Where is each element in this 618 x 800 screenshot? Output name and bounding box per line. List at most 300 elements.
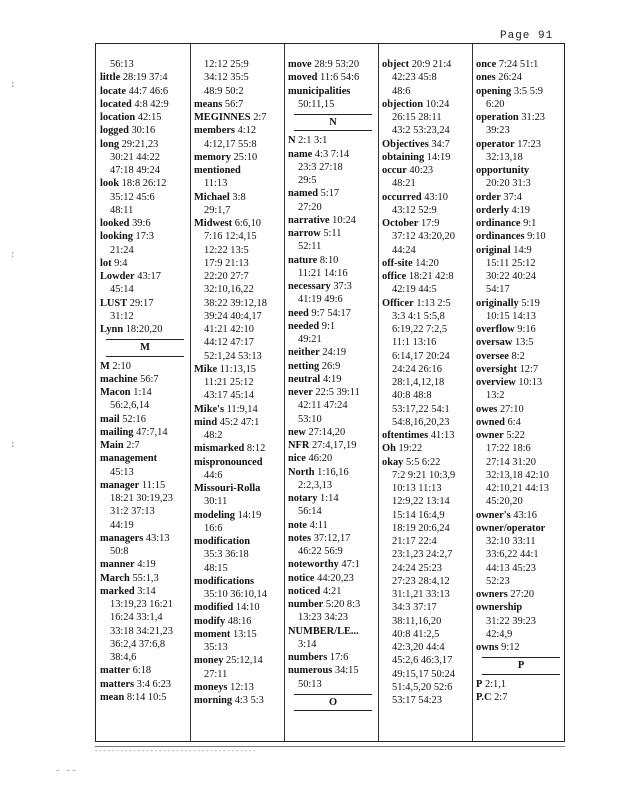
index-term: lot — [100, 257, 112, 269]
index-continuation-line — [100, 505, 190, 518]
page-line-references: 18:19 20:6,24 — [392, 522, 450, 534]
index-term: Mike's — [194, 403, 225, 415]
index-entry — [476, 71, 566, 84]
page-line-references: 14:20 — [415, 257, 439, 269]
index-term: notes — [288, 532, 312, 544]
index-entry — [476, 509, 566, 522]
index-entry — [476, 522, 566, 535]
index-term: NFR — [288, 440, 310, 451]
index-entry — [288, 346, 378, 359]
page-line-references: 38:22 39:12,18 — [204, 297, 267, 309]
index-entry — [100, 585, 190, 598]
index-continuation-line — [382, 389, 472, 402]
index-term: opportunity — [476, 165, 530, 176]
index-continuation-line — [382, 283, 472, 296]
index-term: modification — [194, 536, 250, 547]
index-continuation-line — [476, 615, 566, 628]
index-entry — [288, 134, 378, 147]
page-line-references: 17:22 18:6 — [486, 443, 531, 455]
page-line-references: 13:2 — [486, 390, 505, 402]
page-line-references: 11:21 14:16 — [298, 267, 348, 279]
index-term: new — [288, 426, 306, 438]
index-entry — [288, 625, 378, 638]
index-entry — [194, 403, 284, 416]
index-continuation-line — [382, 694, 472, 707]
index-continuation-line — [382, 575, 472, 588]
index-entry — [288, 439, 378, 452]
index-term: operation — [476, 112, 519, 123]
index-entry — [476, 164, 566, 177]
index-continuation-line — [194, 257, 284, 270]
page-line-references: 47:1 — [341, 559, 360, 571]
index-continuation-line — [382, 482, 472, 495]
page-line-references: 32:10 33:11 — [486, 536, 536, 547]
page-line-references: 15:14 16:4,9 — [392, 509, 445, 521]
index-entry — [288, 187, 378, 200]
index-term: original — [476, 244, 511, 256]
index-entry — [194, 535, 284, 548]
page-line-references: 11:6 54:6 — [320, 72, 360, 84]
page-line-references: 38:4,6 — [110, 652, 137, 663]
page-line-references: 39:24 40:4,17 — [204, 310, 262, 322]
index-term: neutral — [288, 373, 321, 385]
page-line-references: 44:24 — [392, 244, 416, 256]
index-continuation-line — [194, 336, 284, 349]
index-term: Lynn — [100, 324, 124, 335]
index-term: members — [194, 125, 235, 137]
index-term: P.C — [476, 691, 492, 703]
index-entry — [476, 323, 566, 336]
page-line-references: 29:5 — [298, 175, 317, 186]
page-line-references: 6:6,10 — [234, 218, 261, 229]
index-term: named — [288, 188, 319, 200]
page-line-references: 52:23 — [486, 575, 510, 587]
page-line-references: 8:12 — [246, 443, 266, 455]
page-line-references: 45:20,20 — [486, 496, 523, 508]
page-line-references: 48:16 — [227, 615, 252, 627]
index-continuation-line — [382, 177, 472, 190]
page-line-references: 42:4,9 — [486, 628, 513, 640]
page-line-references: 9:4 — [114, 257, 128, 269]
page-line-references: 37:4 — [503, 191, 522, 203]
index-continuation-line — [382, 124, 472, 137]
index-entry — [194, 442, 284, 455]
index-continuation-line — [382, 628, 472, 641]
index-term: originally — [476, 297, 519, 309]
index-continuation-line — [382, 668, 472, 681]
page-line-references: 50:11,15 — [298, 98, 335, 110]
index-term: locate — [100, 85, 126, 97]
index-term: mean — [100, 691, 125, 703]
index-entry — [194, 482, 284, 495]
page-line-references: 27:10 — [499, 403, 524, 415]
page-line-references: 10:13 — [518, 377, 543, 388]
index-continuation-line — [194, 310, 284, 323]
page-line-references: 10:24 — [425, 98, 450, 110]
index-entry — [382, 164, 472, 177]
index-entry — [288, 58, 378, 71]
index-term: manager — [100, 479, 140, 491]
page-line-references: 14:9 — [513, 244, 532, 256]
index-entry — [100, 111, 190, 124]
index-entry — [288, 85, 378, 98]
index-entry — [100, 124, 190, 137]
index-term: operator — [476, 138, 515, 150]
page-line-references: 31:2 37:13 — [110, 506, 155, 518]
page-line-references: 12:13 — [230, 681, 254, 693]
index-entry — [194, 456, 284, 469]
page-line-references: 3:14 — [137, 585, 156, 597]
page-line-references: 25:12,14 — [226, 655, 263, 667]
page-line-references: 41:13 — [430, 430, 455, 441]
index-term: LUST — [100, 297, 128, 309]
index-continuation-line — [288, 545, 378, 558]
index-term: ones — [476, 72, 496, 84]
index-term: never — [288, 387, 313, 398]
index-entry — [476, 601, 566, 614]
index-term: overflow — [476, 324, 515, 335]
index-entry — [100, 98, 190, 111]
page-line-references: 43:17 — [137, 271, 161, 282]
index-term: opening — [476, 85, 512, 97]
index-entry — [382, 297, 472, 310]
footer-text: - - - - - - - - - - - - - - - - - - - - - - - - - - - - - - - - - - - - - - — [95, 748, 256, 755]
index-entry — [100, 664, 190, 677]
index-entry — [288, 558, 378, 571]
index-term: Mike — [194, 363, 218, 375]
index-term: owner — [476, 430, 504, 441]
index-continuation-line — [100, 519, 190, 532]
index-term: located — [100, 98, 132, 110]
index-continuation-line — [194, 283, 284, 296]
page-line-references: 53:17 54:23 — [392, 695, 442, 706]
index-term: narrow — [288, 228, 321, 239]
page-line-references: 28:1,4,12,18 — [392, 377, 445, 388]
index-column-2 — [190, 44, 284, 741]
index-term: Objectives — [382, 138, 429, 150]
index-continuation-line — [382, 376, 472, 389]
section-letter-heading: N — [294, 114, 372, 131]
index-term: matter — [100, 665, 130, 677]
index-term: MEGINNES — [194, 112, 251, 123]
index-continuation-line — [476, 270, 566, 283]
page-line-references: 44:20,23 — [317, 572, 354, 584]
index-entry — [288, 585, 378, 598]
page-line-references: 42:3,20 44:4 — [392, 642, 445, 653]
index-continuation-line — [476, 442, 566, 455]
index-term: modeling — [194, 509, 235, 521]
page-line-references: 4:19 — [511, 204, 530, 216]
page-line-references: 7:2 9:21 10:3,9 — [392, 469, 456, 481]
page-line-references: 30:16 — [131, 125, 156, 137]
page-line-references: 21:24 — [110, 244, 134, 256]
index-term: Oh — [382, 443, 396, 455]
page-line-references: 4:3 7:14 — [314, 148, 350, 160]
index-entry — [476, 429, 566, 442]
index-entry — [194, 628, 284, 641]
index-entry — [382, 191, 472, 204]
page-line-references: 22:5 39:11 — [315, 387, 360, 398]
index-entry — [194, 601, 284, 614]
page-line-references: 11:21 25:12 — [204, 377, 254, 388]
page-line-references: 48:15 — [204, 562, 228, 574]
index-term: owner/operator — [476, 522, 546, 534]
page-line-references: 4:21 — [322, 585, 342, 597]
index-term: March — [100, 572, 130, 584]
index-continuation-line — [100, 310, 190, 323]
index-term: oversight — [476, 363, 517, 375]
index-entry — [382, 429, 472, 442]
page-line-references: 52:11 — [298, 241, 322, 253]
page-line-references: 27:23 28:4,12 — [392, 575, 450, 587]
index-term: little — [100, 72, 121, 84]
index-term: obtaining — [382, 151, 425, 163]
index-entry — [100, 323, 190, 336]
index-entry — [476, 363, 566, 376]
index-term: North — [288, 466, 315, 478]
page-line-references: 38:11,16,20 — [392, 615, 442, 627]
page-line-references: 24:24 25:23 — [392, 562, 442, 574]
index-entry — [476, 244, 566, 257]
index-entry — [382, 270, 472, 283]
index-term: office — [382, 271, 407, 282]
index-continuation-line — [476, 310, 566, 323]
index-continuation-line — [194, 270, 284, 283]
index-entry — [288, 492, 378, 505]
page-line-references: 56:13 — [110, 59, 134, 70]
index-continuation-line — [382, 681, 472, 694]
page-line-references: 44:7 46:6 — [128, 85, 169, 97]
margin-mark: : — [10, 80, 16, 90]
page-line-references: 40:8 41:2,5 — [392, 628, 440, 640]
index-entry — [476, 230, 566, 243]
index-term: numerous — [288, 665, 333, 677]
page-line-references: 11:9,14 — [226, 403, 258, 415]
page-line-references: 1:14 — [133, 387, 152, 398]
page-line-references: 42:15 — [137, 112, 162, 123]
index-term: orderly — [476, 204, 509, 216]
index-entry — [194, 124, 284, 137]
index-page-frame — [95, 43, 565, 742]
page-line-references: 4:19 — [137, 559, 156, 571]
page-line-references: 14:19 — [237, 509, 262, 521]
page-line-references: 35:10 36:10,14 — [204, 589, 267, 600]
index-continuation-line — [382, 509, 472, 522]
index-continuation-line — [194, 429, 284, 442]
index-continuation-line — [476, 283, 566, 296]
index-continuation-line — [476, 177, 566, 190]
page-line-references: 50:8 — [110, 546, 129, 557]
index-continuation-line — [382, 350, 472, 363]
page-line-references: 5:20 8:3 — [325, 599, 361, 610]
page-line-references: 16:24 33:1,4 — [110, 612, 163, 624]
index-term: necessary — [288, 281, 331, 292]
index-term: move — [288, 59, 312, 70]
page-line-references: 5:5 6:22 — [405, 456, 441, 468]
page-line-references: 33:18 34:21,23 — [110, 625, 173, 637]
page-line-references: 4:11 — [309, 519, 328, 531]
index-entry — [288, 572, 378, 585]
index-continuation-line — [194, 562, 284, 575]
index-entry — [476, 588, 566, 601]
index-term: nice — [288, 453, 306, 465]
page-line-references: 3:5 5:9 — [513, 85, 543, 97]
index-entry — [288, 386, 378, 399]
page-line-references: 31:1,21 33:13 — [392, 589, 450, 600]
page-line-references: 28:19 37:4 — [122, 72, 168, 84]
index-continuation-line — [100, 151, 190, 164]
page-line-references: 12:12 25:9 — [204, 59, 249, 70]
index-entry — [288, 651, 378, 664]
index-continuation-line — [194, 588, 284, 601]
index-continuation-line — [194, 641, 284, 654]
index-term: netting — [288, 360, 320, 372]
index-term: looking — [100, 231, 133, 243]
index-continuation-line — [382, 416, 472, 429]
index-continuation-line — [288, 638, 378, 651]
page-line-references: 4:19 — [322, 373, 342, 385]
index-term: P — [476, 678, 483, 690]
index-continuation-line — [382, 85, 472, 98]
index-entry — [288, 598, 378, 611]
index-continuation-line — [194, 389, 284, 402]
page-line-references: 48:9 50:2 — [204, 85, 244, 97]
index-entry — [194, 615, 284, 628]
index-term: long — [100, 138, 120, 150]
index-term: nature — [288, 254, 318, 266]
index-continuation-line — [288, 333, 378, 346]
page-line-references: 5:22 — [506, 430, 525, 441]
index-entry — [476, 217, 566, 230]
index-continuation-line — [382, 71, 472, 84]
page-line-references: 45:2,6 46:3,17 — [392, 655, 453, 667]
page-line-references: 12:7 — [519, 363, 539, 375]
page-line-references: 46:20 — [308, 453, 333, 465]
page-line-references: 11:1 13:16 — [392, 337, 437, 349]
page-line-references: 7:24 51:1 — [498, 59, 539, 70]
page-line-references: 24:24 26:16 — [392, 363, 442, 375]
index-continuation-line — [194, 71, 284, 84]
index-column-5 — [472, 44, 566, 741]
page-line-references: 30:22 40:24 — [486, 271, 536, 282]
page-line-references: 4:12 — [237, 125, 257, 137]
index-entry — [100, 257, 190, 270]
page-line-references: 11:13,15 — [219, 363, 256, 375]
page-line-references: 43:12 52:9 — [392, 204, 437, 216]
index-entry — [100, 452, 190, 465]
index-continuation-line — [194, 548, 284, 561]
index-term: once — [476, 59, 497, 70]
index-entry — [100, 678, 190, 691]
index-entry — [288, 320, 378, 333]
index-entry — [100, 439, 190, 452]
page-line-references: 18:21 42:8 — [408, 271, 454, 282]
index-entry — [476, 204, 566, 217]
page-line-references: 32:13,18 42:10 — [486, 469, 549, 481]
page-line-references: 27:11 — [204, 668, 228, 680]
index-term: neither — [288, 347, 320, 359]
index-entry — [476, 678, 566, 691]
index-continuation-line — [100, 164, 190, 177]
margin-mark: : — [10, 440, 16, 450]
page-line-references: 2:2,3,13 — [298, 479, 333, 491]
page-line-references: 14:19 — [426, 151, 451, 163]
page-line-references: 2:1,1 — [484, 678, 507, 690]
page-footer — [95, 746, 565, 755]
page-line-references: 13:19,23 16:21 — [110, 599, 173, 610]
index-entry — [382, 257, 472, 270]
page-number-label: Page 91 — [500, 30, 554, 42]
page-line-references: 17:6 — [329, 652, 349, 663]
index-entry — [194, 217, 284, 230]
index-entry — [194, 164, 284, 177]
index-continuation-line — [194, 230, 284, 243]
index-term: memory — [194, 151, 231, 163]
index-term: owned — [476, 416, 505, 428]
page-line-references: 17:9 — [420, 218, 440, 229]
page-line-references: 9:7 54:17 — [311, 307, 351, 319]
page-line-references: 27:4,17,19 — [311, 440, 357, 451]
index-term: note — [288, 519, 308, 531]
index-term: Michael — [194, 191, 230, 203]
index-continuation-line — [194, 376, 284, 389]
page-line-references: 17:23 — [517, 138, 541, 150]
index-term: name — [288, 148, 313, 160]
index-entry — [476, 403, 566, 416]
page-line-references: 29:17 — [129, 297, 154, 309]
index-continuation-line — [382, 522, 472, 535]
index-continuation-line — [476, 548, 566, 561]
index-entry — [194, 416, 284, 429]
page-line-references: 9:16 — [517, 324, 536, 335]
page-line-references: 13:23 34:23 — [298, 612, 348, 624]
index-continuation-line — [476, 124, 566, 137]
index-continuation-line — [476, 257, 566, 270]
index-continuation-line — [194, 668, 284, 681]
page-line-references: 2:1 3:1 — [298, 135, 328, 147]
index-continuation-line — [288, 399, 378, 412]
page-line-references: 17:9 21:13 — [204, 257, 249, 269]
index-continuation-line — [476, 628, 566, 641]
page-line-references: 23:3 27:18 — [298, 161, 343, 173]
index-continuation-line — [288, 240, 378, 253]
index-continuation-line — [382, 535, 472, 548]
index-continuation-line — [382, 548, 472, 561]
page-line-references: 20:9 21:4 — [411, 59, 452, 70]
index-continuation-line — [476, 469, 566, 482]
page-line-references: 2:7 — [494, 691, 508, 703]
page-line-references: 56:7 — [224, 98, 244, 110]
page-line-references: 32:10,16,22 — [204, 284, 254, 296]
index-term: M — [100, 360, 110, 372]
index-continuation-line — [476, 562, 566, 575]
index-continuation-line — [382, 363, 472, 376]
page-line-references: 53:17,22 54:1 — [392, 403, 450, 415]
index-continuation-line — [100, 399, 190, 412]
page-line-references: 35:3 36:18 — [204, 549, 249, 561]
index-term: location — [100, 112, 136, 123]
page-line-references: 52:1,24 53:13 — [204, 350, 262, 362]
page-line-references: 35:13 — [204, 642, 228, 653]
page-line-references: 39:6 — [132, 218, 151, 229]
page-line-references: 51:4,5,20 52:6 — [392, 681, 453, 693]
page-line-references: 3:14 — [298, 638, 317, 650]
index-entry — [288, 280, 378, 293]
page-line-references: 27:14 31:20 — [486, 456, 536, 468]
index-term: marked — [100, 585, 135, 597]
index-entry — [194, 509, 284, 522]
index-entry — [288, 373, 378, 386]
